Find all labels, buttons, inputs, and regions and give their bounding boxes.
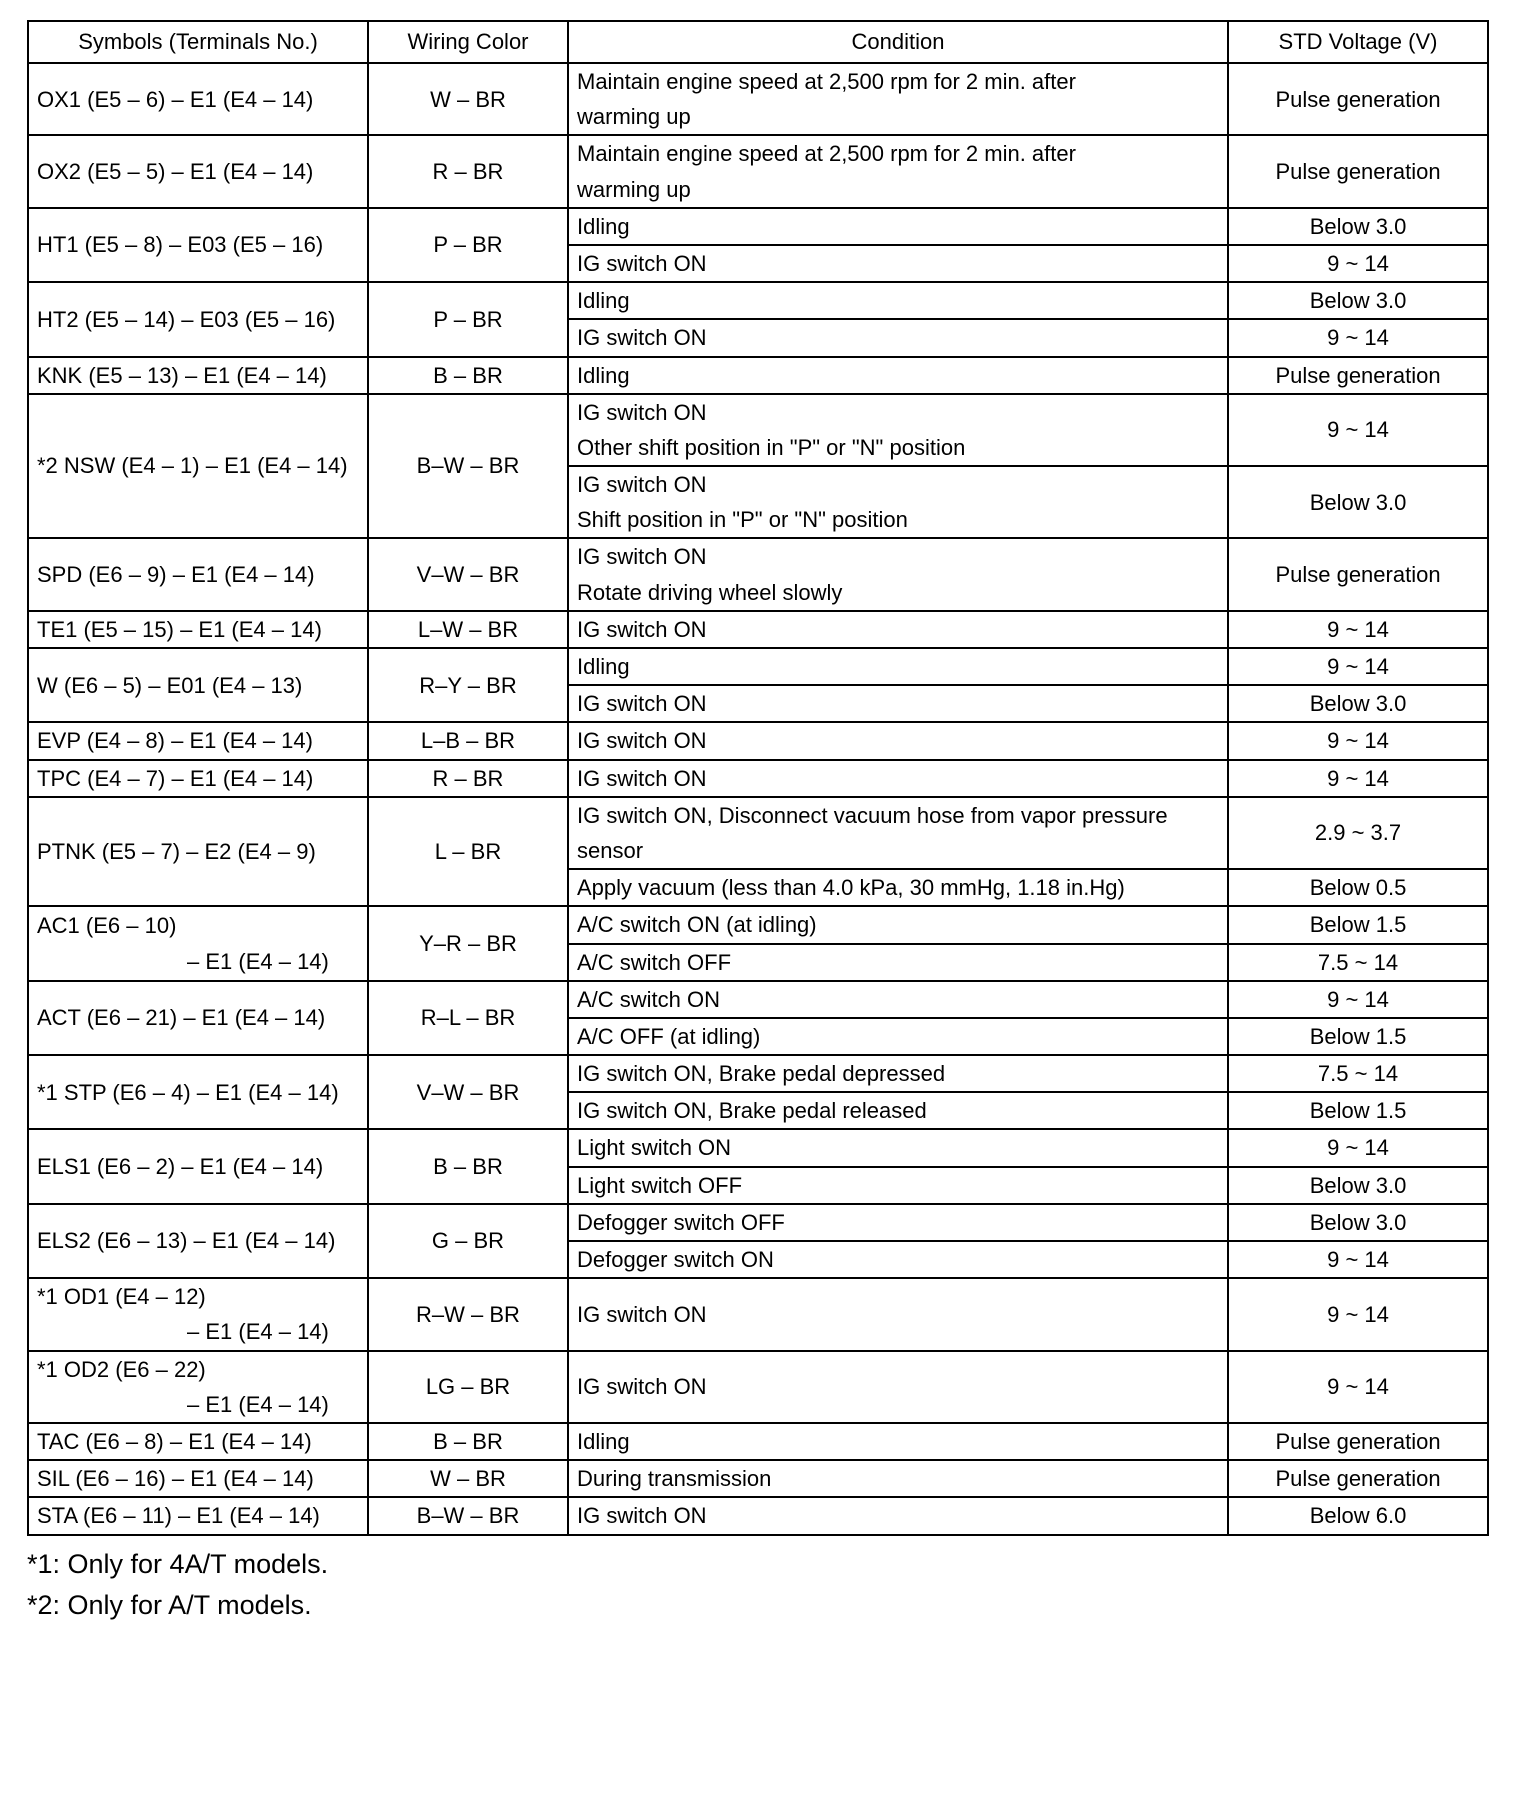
symbol-cell [28,648,368,722]
condition-text: warming up [577,176,691,202]
condition-text: A/C switch ON [577,986,721,1012]
std-voltage-cell: 9 ~ 14 [1228,760,1488,797]
table-header-row [28,21,1488,63]
table-row [28,1129,1488,1166]
table-row [28,906,1488,943]
condition-cell [568,135,1228,207]
condition-text: Defogger switch OFF [577,1209,785,1235]
std-voltage-cell: Below 0.5 [1228,869,1488,906]
condition-cell [568,648,1228,685]
condition-cell [568,611,1228,648]
table-row [28,981,1488,1018]
std-voltage-cell: Pulse generation [1228,1423,1488,1460]
condition-cell [568,357,1228,394]
wiring-color-cell: Y–R – BR [368,906,568,980]
symbol-cell [28,282,368,356]
symbol-text: HT1 (E5 – 8) – E03 (E5 – 16) [37,232,324,258]
std-voltage-cell: 2.9 ~ 3.7 [1228,797,1488,869]
symbol-text: ELS2 (E6 – 13) – E1 (E4 – 14) [37,1228,336,1254]
footnote-2: *2: Only for A/T models. [27,1590,312,1621]
table-row [28,611,1488,648]
std-voltage-cell: 9 ~ 14 [1228,319,1488,356]
symbol-text: *1 OD1 (E4 – 12) [37,1284,206,1310]
condition-cell [568,1278,1228,1350]
std-voltage-cell: Pulse generation [1228,63,1488,135]
condition-cell [568,722,1228,759]
symbol-text: – E1 (E4 – 14) [187,948,329,974]
wiring-color-cell: L–W – BR [368,611,568,648]
symbol-text: TAC (E6 – 8) – E1 (E4 – 14) [37,1428,312,1454]
wiring-color-cell: W – BR [368,1460,568,1497]
condition-cell [568,906,1228,943]
symbol-text: – E1 (E4 – 14) [187,1391,329,1417]
wiring-color-cell: G – BR [368,1204,568,1278]
symbol-text: *1 OD2 (E6 – 22) [37,1356,206,1382]
condition-text: IG switch ON [577,1503,707,1529]
condition-text: A/C switch ON (at idling) [577,912,817,938]
table-row [28,1204,1488,1241]
condition-text: During transmission [577,1466,772,1492]
wiring-color-cell: V–W – BR [368,538,568,610]
condition-cell [568,944,1228,981]
condition-text: A/C switch OFF [577,949,732,975]
symbol-cell [28,1204,368,1278]
table-row [28,722,1488,759]
table-row [28,1055,1488,1092]
condition-cell [568,1497,1228,1534]
symbol-text: W (E6 – 5) – E01 (E4 – 13) [37,672,303,698]
table-row [28,135,1488,207]
symbol-text: KNK (E5 – 13) – E1 (E4 – 14) [37,362,327,388]
condition-text: IG switch ON, Brake pedal released [577,1098,927,1124]
table-row [28,538,1488,610]
std-voltage-cell: Below 1.5 [1228,906,1488,943]
table-row [28,1351,1488,1423]
wiring-color-cell: R – BR [368,135,568,207]
std-voltage-cell: Below 3.0 [1228,466,1488,538]
condition-cell [568,466,1228,538]
condition-cell [568,1423,1228,1460]
wiring-color-cell: R – BR [368,760,568,797]
table-row [28,63,1488,135]
condition-text: Idling [577,288,630,314]
condition-cell [568,1018,1228,1055]
symbol-text: OX2 (E5 – 5) – E1 (E4 – 14) [37,158,314,184]
condition-cell [568,245,1228,282]
symbol-text: ELS1 (E6 – 2) – E1 (E4 – 14) [37,1154,324,1180]
condition-text: IG switch ON [577,1374,707,1400]
condition-text: IG switch ON [577,728,707,754]
symbol-cell [28,797,368,907]
condition-text: IG switch ON [577,691,707,717]
wiring-color-cell: B–W – BR [368,394,568,539]
std-voltage-cell: Below 3.0 [1228,1204,1488,1241]
table-row [28,208,1488,245]
spec-document [27,20,1487,1627]
std-voltage-cell: 9 ~ 14 [1228,1351,1488,1423]
table-row [28,1497,1488,1534]
condition-cell [568,1055,1228,1092]
condition-cell [568,394,1228,466]
wiring-color-cell: LG – BR [368,1351,568,1423]
symbol-cell [28,1497,368,1534]
symbol-text: EVP (E4 – 8) – E1 (E4 – 14) [37,728,313,754]
condition-text: IG switch ON, Brake pedal depressed [577,1061,946,1087]
wiring-color-cell: B–W – BR [368,1497,568,1534]
condition-text: Defogger switch ON [577,1247,774,1272]
condition-text: Shift position in "P" or "N" position [577,507,908,533]
std-voltage-cell: Pulse generation [1228,357,1488,394]
wiring-color-cell: P – BR [368,282,568,356]
symbol-cell [28,1129,368,1203]
condition-cell [568,208,1228,245]
condition-text: Light switch ON [577,1135,732,1161]
condition-cell [568,1167,1228,1204]
table-body [28,63,1488,1535]
condition-cell [568,760,1228,797]
std-voltage-cell: Below 1.5 [1228,1018,1488,1055]
symbol-cell [28,135,368,207]
condition-text: A/C OFF (at idling) [577,1023,761,1049]
header-std-voltage: STD Voltage (V) [1228,21,1488,63]
std-voltage-cell: Pulse generation [1228,1460,1488,1497]
condition-text: IG switch ON [577,472,707,498]
condition-cell [568,869,1228,906]
std-voltage-cell: 9 ~ 14 [1228,981,1488,1018]
footnote-1: *1: Only for 4A/T models. [27,1548,329,1579]
condition-text: Light switch OFF [577,1172,743,1198]
wiring-color-cell: R–W – BR [368,1278,568,1350]
condition-text: Maintain engine speed at 2,500 rpm for 2 min. after [577,141,1076,167]
std-voltage-cell: 9 ~ 14 [1228,722,1488,759]
symbol-text: PTNK (E5 – 7) – E2 (E4 – 9) [37,838,316,864]
condition-text: IG switch ON [577,325,707,351]
symbol-cell [28,63,368,135]
condition-cell [568,685,1228,722]
std-voltage-cell: Below 1.5 [1228,1092,1488,1129]
condition-text: IG switch ON [577,399,707,425]
symbol-cell [28,538,368,610]
condition-text: Apply vacuum (less than 4.0 kPa, 30 mmHg, 1.18 in.Hg) [577,875,1125,901]
std-voltage-cell: Below 3.0 [1228,208,1488,245]
condition-text: IG switch ON [577,765,707,791]
condition-cell [568,981,1228,1018]
wiring-color-cell: V–W – BR [368,1055,568,1129]
symbol-text: *2 NSW (E4 – 1) – E1 (E4 – 14) [37,453,348,479]
wiring-color-cell: B – BR [368,1129,568,1203]
condition-cell [568,319,1228,356]
table-row [28,760,1488,797]
std-voltage-cell: 9 ~ 14 [1228,611,1488,648]
condition-text: Idling [577,213,630,239]
condition-text: IG switch ON [577,544,707,570]
wiring-color-cell: R–Y – BR [368,648,568,722]
table-row [28,1278,1488,1350]
std-voltage-cell: 9 ~ 14 [1228,1278,1488,1350]
condition-text: IG switch ON [577,616,707,642]
condition-text: Other shift position in "P" or "N" position [577,434,966,460]
std-voltage-cell: Below 3.0 [1228,282,1488,319]
condition-text: warming up [577,104,691,130]
condition-text: IG switch ON, Disconnect vacuum hose from vapor pressure [577,802,1168,828]
symbol-text: OX1 (E5 – 6) – E1 (E4 – 14) [37,86,314,112]
std-voltage-cell: Below 3.0 [1228,1167,1488,1204]
symbol-text: TPC (E4 – 7) – E1 (E4 – 14) [37,765,314,791]
symbol-text: TE1 (E5 – 15) – E1 (E4 – 14) [37,616,322,642]
condition-text: sensor [577,837,644,863]
wiring-color-cell: R–L – BR [368,981,568,1055]
footnotes [27,1544,1487,1628]
wiring-color-cell: P – BR [368,208,568,282]
condition-cell [568,1241,1228,1278]
condition-cell [568,1129,1228,1166]
std-voltage-cell: 7.5 ~ 14 [1228,1055,1488,1092]
std-voltage-cell: 7.5 ~ 14 [1228,944,1488,981]
condition-cell [568,1092,1228,1129]
condition-text: IG switch ON [577,250,707,276]
condition-cell [568,1204,1228,1241]
wiring-color-cell: B – BR [368,1423,568,1460]
symbol-cell [28,981,368,1055]
condition-cell [568,63,1228,135]
symbol-cell [28,1460,368,1497]
symbol-text: AC1 (E6 – 10) [37,913,177,939]
std-voltage-cell: 9 ~ 14 [1228,245,1488,282]
symbol-cell [28,611,368,648]
std-voltage-cell: 9 ~ 14 [1228,1241,1488,1278]
wiring-color-cell: L – BR [368,797,568,907]
std-voltage-cell: 9 ~ 14 [1228,1129,1488,1166]
symbol-cell [28,1278,368,1350]
header-condition: Condition [568,21,1228,63]
symbol-cell [28,760,368,797]
std-voltage-cell: 9 ~ 14 [1228,394,1488,466]
symbol-text: SIL (E6 – 16) – E1 (E4 – 14) [37,1466,314,1492]
condition-text: Maintain engine speed at 2,500 rpm for 2 min. after [577,69,1076,94]
symbol-cell [28,1055,368,1129]
std-voltage-cell: 9 ~ 14 [1228,648,1488,685]
symbol-cell [28,208,368,282]
symbol-text: HT2 (E5 – 14) – E03 (E5 – 16) [37,306,336,332]
symbol-text: STA (E6 – 11) – E1 (E4 – 14) [37,1503,320,1529]
wiring-color-cell: L–B – BR [368,722,568,759]
wiring-color-cell: B – BR [368,357,568,394]
condition-text: Rotate driving wheel slowly [577,579,843,605]
table-row [28,1460,1488,1497]
symbol-text: *1 STP (E6 – 4) – E1 (E4 – 14) [37,1079,339,1105]
header-symbol: Symbols (Terminals No.) [28,21,368,63]
std-voltage-cell: Below 6.0 [1228,1497,1488,1534]
condition-cell [568,282,1228,319]
symbol-cell [28,394,368,539]
condition-text: Idling [577,654,630,679]
symbol-cell [28,722,368,759]
condition-cell [568,538,1228,610]
symbol-text: SPD (E6 – 9) – E1 (E4 – 14) [37,562,315,588]
symbol-cell [28,1351,368,1423]
terminal-voltage-table [27,20,1489,1536]
wiring-color-cell: W – BR [368,63,568,135]
table-row [28,797,1488,869]
symbol-cell [28,1423,368,1460]
condition-text: Idling [577,1428,630,1454]
symbol-cell [28,357,368,394]
table-row [28,282,1488,319]
std-voltage-cell: Below 3.0 [1228,685,1488,722]
condition-cell [568,1460,1228,1497]
table-row [28,648,1488,685]
table-row [28,357,1488,394]
header-wiring-color: Wiring Color [368,21,568,63]
condition-text: Idling [577,362,630,388]
symbol-text: – E1 (E4 – 14) [187,1319,329,1345]
symbol-text: ACT (E6 – 21) – E1 (E4 – 14) [37,1005,326,1031]
table-row [28,394,1488,466]
std-voltage-cell: Pulse generation [1228,538,1488,610]
condition-cell [568,797,1228,869]
condition-text: IG switch ON [577,1301,707,1327]
symbol-cell [28,906,368,980]
table-row [28,1423,1488,1460]
std-voltage-cell: Pulse generation [1228,135,1488,207]
condition-cell [568,1351,1228,1423]
